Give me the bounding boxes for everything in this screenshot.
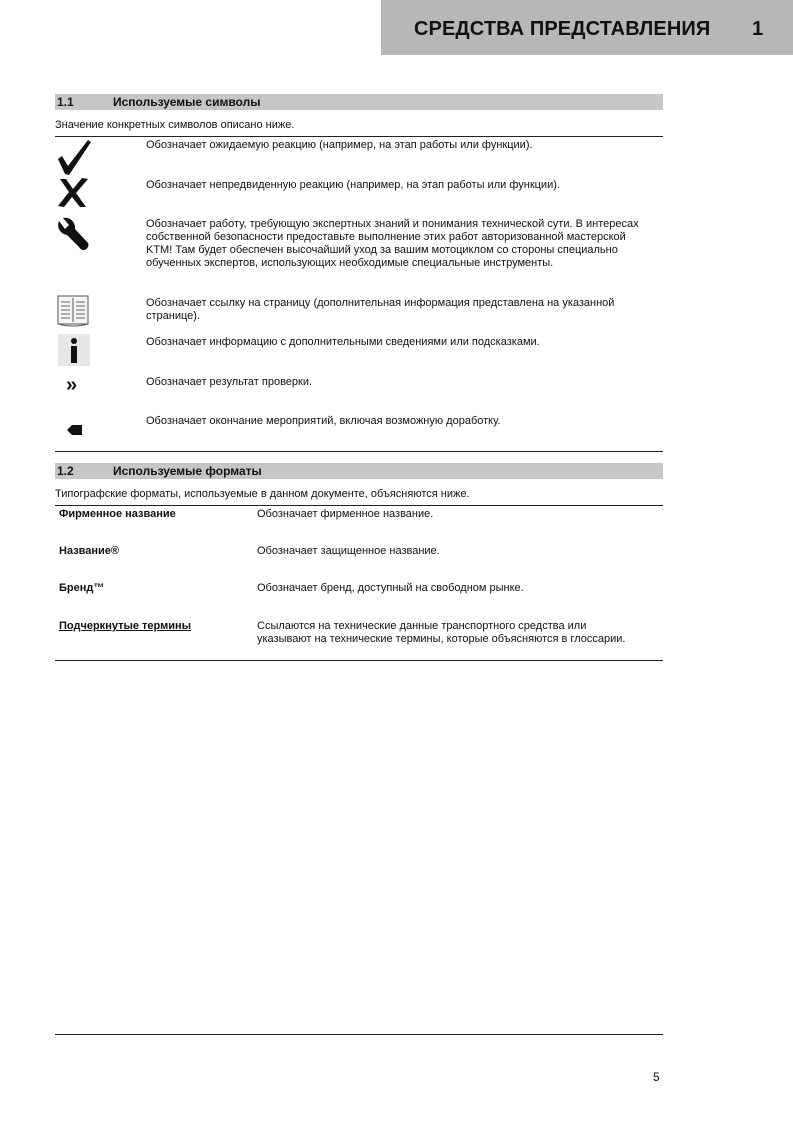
format-term: Название® bbox=[59, 545, 120, 557]
end-marker-icon bbox=[55, 411, 95, 447]
format-description: Обозначает бренд, доступный на свободном рынке. bbox=[257, 582, 524, 594]
section-heading-symbols bbox=[55, 94, 663, 110]
section-heading-formats bbox=[55, 463, 663, 479]
symbol-row-page-reference bbox=[55, 295, 663, 331]
symbol-description: Обозначает ожидаемую реакцию (например, на этап работы или функции). bbox=[146, 139, 533, 151]
page-number: 5 bbox=[653, 1070, 660, 1084]
symbol-description: Обозначает окончание мероприятий, включая возможную доработку. bbox=[146, 415, 501, 427]
format-description: Ссылаются на технические данные транспортного средства или указывают на технические термины, которые объясняются в глоссарии. bbox=[257, 620, 626, 645]
cross-icon bbox=[55, 176, 95, 212]
section-title: Используемые символы bbox=[113, 95, 261, 109]
divider bbox=[55, 136, 663, 137]
symbol-row-information bbox=[55, 333, 663, 369]
book-icon bbox=[55, 295, 95, 331]
chapter-header bbox=[381, 0, 793, 55]
symbol-row-unexpected bbox=[55, 176, 663, 212]
symbol-description: Обозначает информацию с дополнительными сведениями или подсказками. bbox=[146, 336, 540, 348]
footer-divider bbox=[55, 1034, 663, 1035]
format-description: Обозначает фирменное название. bbox=[257, 508, 434, 520]
format-term: Фирменное название bbox=[59, 508, 176, 520]
symbol-row-check-result bbox=[55, 372, 663, 408]
divider bbox=[55, 451, 663, 452]
wrench-icon bbox=[55, 217, 95, 253]
section-intro: Значение конкретных символов описано ниже. bbox=[55, 119, 295, 131]
chapter-title: СРЕДСТВА ПРЕДСТАВЛЕНИЯ bbox=[414, 18, 711, 40]
format-term: Подчеркнутые термины bbox=[59, 620, 192, 632]
symbol-description: Обозначает ссылку на страницу (дополнительная информация представлена на указанной странице). bbox=[146, 297, 615, 322]
section-number: 1.1 bbox=[57, 95, 74, 109]
divider bbox=[55, 660, 663, 661]
symbol-row-expected bbox=[55, 139, 663, 179]
double-chevron-icon: » bbox=[66, 374, 78, 396]
checkmark-icon bbox=[55, 139, 95, 175]
chapter-number: 1 bbox=[752, 18, 764, 40]
format-term: Бренд™ bbox=[59, 582, 105, 594]
info-icon bbox=[55, 333, 95, 369]
symbol-description: Обозначает результат проверки. bbox=[146, 376, 313, 388]
divider bbox=[55, 505, 663, 506]
format-description: Обозначает защищенное название. bbox=[257, 545, 440, 557]
symbol-row-expert-work bbox=[55, 217, 663, 289]
section-title: Используемые форматы bbox=[113, 464, 262, 478]
symbol-row-end bbox=[55, 411, 663, 447]
symbol-description: Обозначает непредвиденную реакцию (например, на этап работы или функции). bbox=[146, 179, 560, 191]
symbol-description: Обозначает работу, требующую экспертных знаний и понимания технической сути. В интересах собственной безопасности предоставьте выполнение этих работ авторизованной мастерской KTM! Там будет обеспечен высочайший уход за вашим мотоциклом со стороны специально обученных экспертов, использующих необходимые специальные инструменты. bbox=[146, 218, 639, 269]
section-intro: Типографские форматы, используемые в данном документе, объясняются ниже. bbox=[55, 488, 470, 500]
section-number: 1.2 bbox=[57, 464, 74, 478]
